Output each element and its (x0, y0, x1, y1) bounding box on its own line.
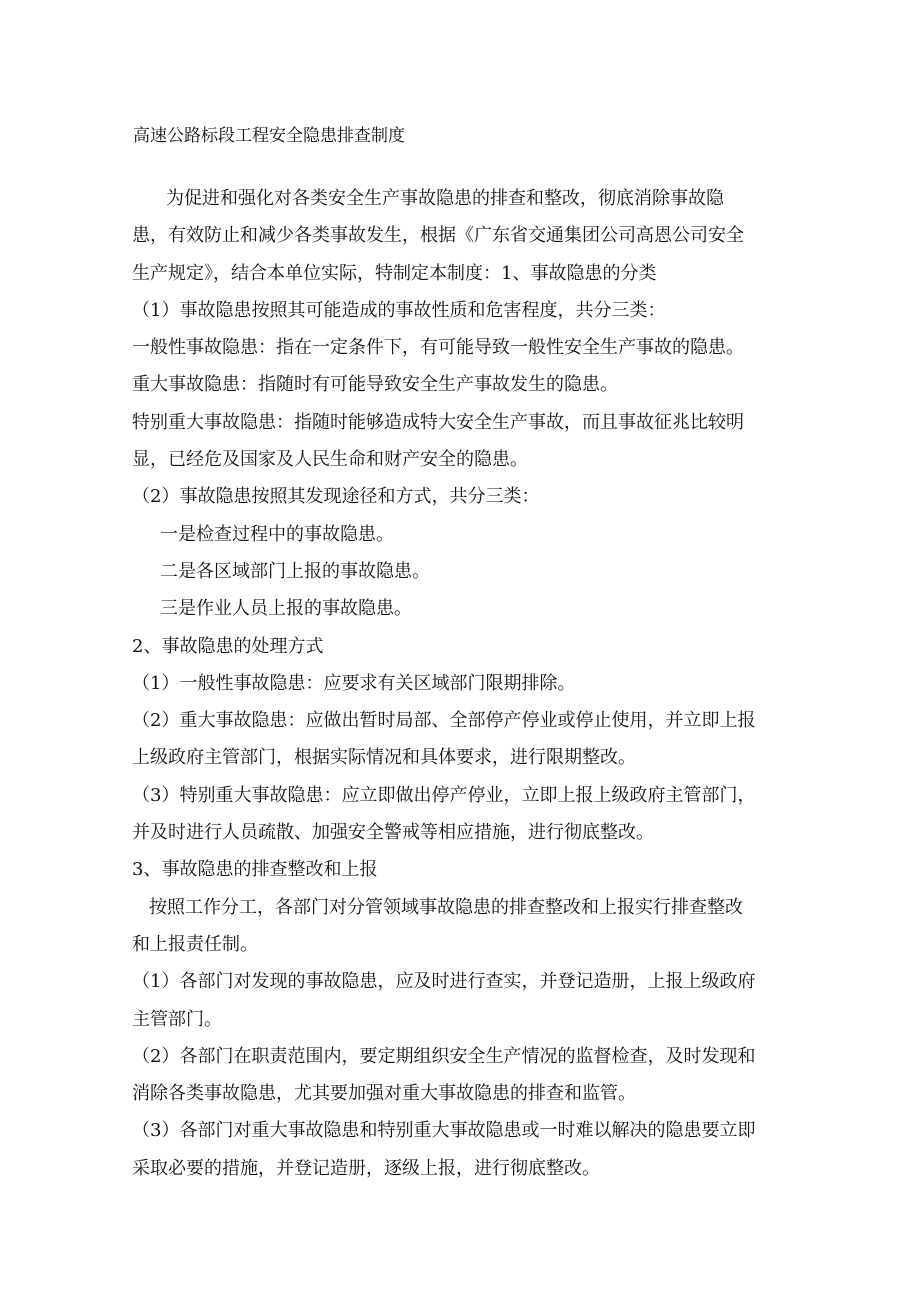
text-line: 按照工作分工，各部门对分管领域事故隐患的排查整改和上报实行排查整改 (149, 896, 743, 918)
text-line: 生产规定》，结合本单位实际，特制定本制度：1、事故隐患的分类 (132, 262, 657, 284)
text-line: 上级政府主管部门，根据实际情况和具体要求，进行限期整改。 (132, 747, 636, 769)
text-line: 为促进和强化对各类安全生产事故隐患的排查和整改，彻底消除事故隐 (166, 188, 724, 209)
text-line: 特别重大事故隐患：指随时能够造成特大安全生产事故，而且事故征兆比较明 (132, 411, 744, 433)
text-line: （2）各部门在职责范围内，要定期组织安全生产情况的监督检查，及时发现和 (132, 1045, 756, 1067)
text-line: 3、事故隐患的排查整改和上报 (132, 859, 378, 881)
text-line: （2）事故隐患按照其发现途径和方式，共分三类： (132, 486, 540, 508)
text-line: 和上报责任制。 (132, 933, 258, 955)
document-body (132, 180, 792, 1187)
text-line: 显，已经危及国家及人民生命和财产安全的隐患。 (132, 449, 528, 471)
text-line: 一般性事故隐患：指在一定条件下，有可能导致一般性安全生产事故的隐患。 (132, 337, 744, 359)
text-line: 采取必要的措施，并登记造册，逐级上报，进行彻底整改。 (132, 1157, 600, 1179)
text-line: 消除各类事故隐患，尤其要加强对重大事故隐患的排查和监管。 (132, 1083, 636, 1105)
text-line: （3）特别重大事故隐患：应立即做出停产停业，立即上报上级政府主管部门， (132, 784, 756, 806)
text-line: 二是各区域部门上报的事故隐患。 (160, 560, 430, 582)
text-line: 患，有效防止和减少各类事故发生，根据《广东省交通集团公司高恩公司安全 (132, 225, 744, 247)
text-line: 重大事故隐患：指随时有可能导致安全生产事故发生的隐患。 (132, 374, 618, 396)
text-line: 并及时进行人员疏散、加强安全警戒等相应措施，进行彻底整改。 (132, 822, 654, 844)
text-line: （1）一般性事故隐患：应要求有关区域部门限期排除。 (132, 672, 576, 694)
text-line: （1）各部门对发现的事故隐患，应及时进行查实，并登记造册，上报上级政府 (132, 971, 756, 993)
document-title: 高速公路标段工程安全隐患排查制度 (133, 126, 405, 146)
text-line: （2）重大事故隐患：应做出暂时局部、全部停产停业或停止使用，并立即上报 (132, 710, 756, 732)
text-line: （1）事故隐患按照其可能造成的事故性质和危害程度，共分三类： (132, 299, 666, 321)
text-line: （3）各部门对重大事故隐患和特别重大事故隐患或一时难以解决的隐患要立即 (132, 1120, 756, 1142)
text-line: 三是作业人员上报的事故隐患。 (160, 598, 412, 620)
text-line: 2、事故隐患的处理方式 (132, 635, 324, 657)
text-line: 一是检查过程中的事故隐患。 (160, 523, 394, 545)
text-line: 主管部门。 (132, 1008, 222, 1030)
